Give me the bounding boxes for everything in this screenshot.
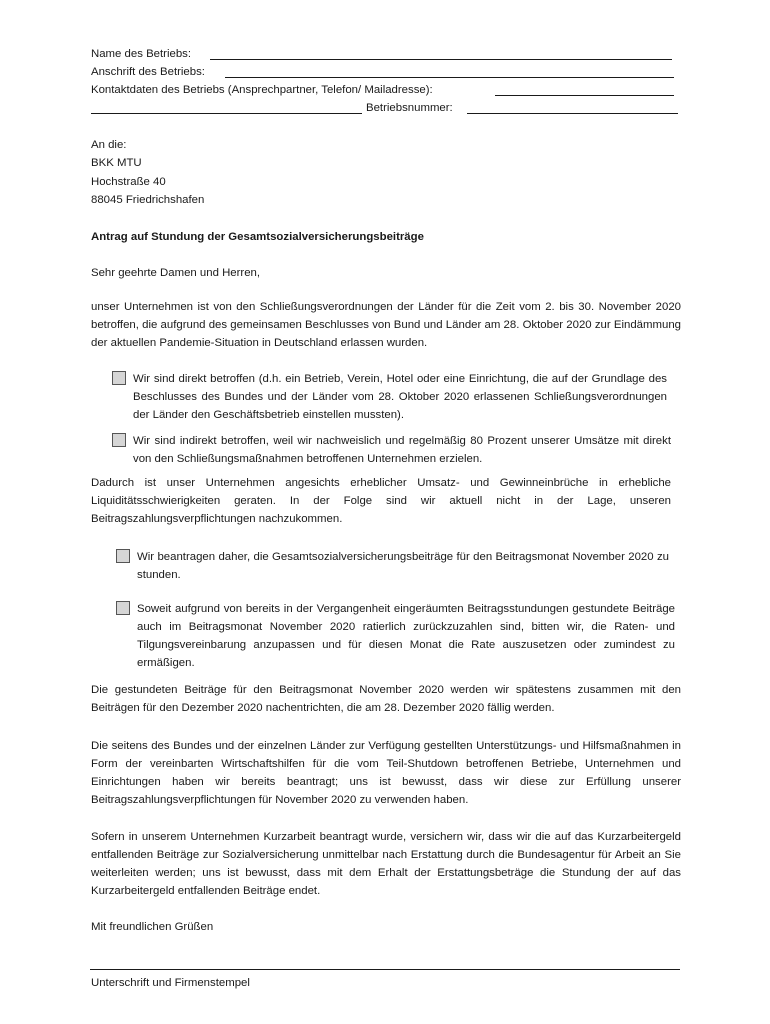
recipient-to: An die:: [91, 139, 127, 151]
consequence-paragraph: Dadurch ist unser Unternehmen angesichts erheblicher Umsatz- und Gewinneinbrüche in erhebliche Liquiditätsschwierigkeiten geraten. In der Folge sind wir aktuell nicht in der Lage, unseren Beitragszahlungsverpflichtungen nachzukommen.: [91, 477, 671, 525]
kontakt-row: [91, 81, 679, 99]
raten-anpassung-text: Soweit aufgrund von bereits in der Vergangenheit eingeräumten Beitragsstundungen gestundete Beiträge auch im Beitragsmonat November 2020 ratierlich zurückzuzahlen sind, bitten wir, die Raten- und Tilgungsvereinbarung anzupassen und für diesen Monat die Rate auszusetzen oder zumindest zu ermäßigen.: [137, 603, 675, 669]
aid-paragraph: Die seitens des Bundes und der einzelnen Länder zur Verfügung gestellten Unterstützungs- und Hilfsmaßnahmen in Form der vereinbarten Wirtschaftshilfen für die vom Teil-Shutdown betroffenen Betriebe, Unternehmen und Einrichtungen haben wir bereits beantragt; uns ist bewusst, dass wir diese zur Erfüllung unserer Beitragszahlungsverpflichtungen für November 2020 zu verwenden haben.: [91, 740, 681, 806]
betrieb-name-label: Name des Betriebs:: [91, 48, 192, 60]
indirekt-betroffen-text: Wir sind indirekt betroffen, weil wir nachweislich und regelmäßig 80 Prozent unserer Umsätze mit direkt von den Schließungsmaßnahmen betroffenen Unternehmen erzielen.: [133, 435, 671, 465]
signature-line[interactable]: [90, 969, 680, 970]
indirekt-betroffen-checkbox[interactable]: [112, 433, 126, 447]
stundung-checkbox[interactable]: [116, 549, 130, 563]
betrieb-anschrift-row: [91, 63, 679, 81]
betriebsnummer-row: [91, 99, 679, 117]
signature-label: Unterschrift und Firmenstempel: [91, 977, 250, 989]
recipient-name: BKK MTU: [91, 157, 142, 169]
intro-paragraph: unser Unternehmen ist von den Schließungsverordnungen der Länder für die Zeit vom 2. bis 30. November 2020 betroffen, die aufgrund des gemeinsamen Beschlusses von Bund und Länder am 28. Oktober 2020 zur Eindämmung der aktuellen Pandemie-Situation in Deutschland erlassen wurden.: [91, 301, 681, 349]
direkt-betroffen-checkbox[interactable]: [112, 371, 126, 385]
betrieb-name-row: [91, 45, 679, 63]
betrieb-anschrift-field[interactable]: [225, 63, 674, 78]
kontakt-field[interactable]: [495, 81, 674, 96]
recipient-city: 88045 Friedrichshafen: [91, 194, 205, 206]
betrieb-anschrift-label: Anschrift des Betriebs:: [91, 66, 205, 78]
letter-subject: Antrag auf Stundung der Gesamtsozialversicherungsbeiträge: [91, 231, 424, 243]
stundung-text: Wir beantragen daher, die Gesamtsozialversicherungsbeiträge für den Beitragsmonat November 2020 zu stunden.: [137, 551, 669, 581]
payment-paragraph: Die gestundeten Beiträge für den Beitragsmonat November 2020 werden wir spätestens zusammen mit den Beiträgen für den Dezember 2020 nachentrichten, die am 28. Dezember 2020 fällig werden.: [91, 684, 681, 714]
betriebsnummer-label: Betriebsnummer:: [366, 102, 453, 114]
closing: Mit freundlichen Grüßen: [91, 921, 214, 933]
kontakt-label: Kontaktdaten des Betriebs (Ansprechpartner, Telefon/ Mailadresse):: [91, 84, 433, 96]
recipient-street: Hochstraße 40: [91, 176, 166, 188]
betriebsnummer-field[interactable]: [467, 99, 678, 114]
raten-anpassung-checkbox[interactable]: [116, 601, 130, 615]
betrieb-name-field[interactable]: [210, 45, 672, 60]
kurzarbeit-paragraph: Sofern in unserem Unternehmen Kurzarbeit beantragt wurde, versichern wir, dass wir die auf das Kurzarbeitergeld entfallenden Beiträge zur Sozialversicherung unmittelbar nach Erstattung durch die Bundesagentur für Arbeit an Sie weiterleiten werden; uns ist bewusst, dass mit dem Erhalt der Erstattungsbeträge die Stundung der auf das Kurzarbeitergeld entfallenden Beiträge endet.: [91, 831, 681, 897]
extra-contact-field[interactable]: [91, 99, 362, 114]
salutation: Sehr geehrte Damen und Herren,: [91, 267, 261, 279]
direkt-betroffen-text: Wir sind direkt betroffen (d.h. ein Betrieb, Verein, Hotel oder eine Einrichtung, die auf der Grundlage des Beschlusses des Bundes und der Länder vom 28. Oktober 2020 erlassenen Schließungsverordnungen der Länder den Geschäftsbetrieb einstellen mussten).: [133, 373, 667, 421]
